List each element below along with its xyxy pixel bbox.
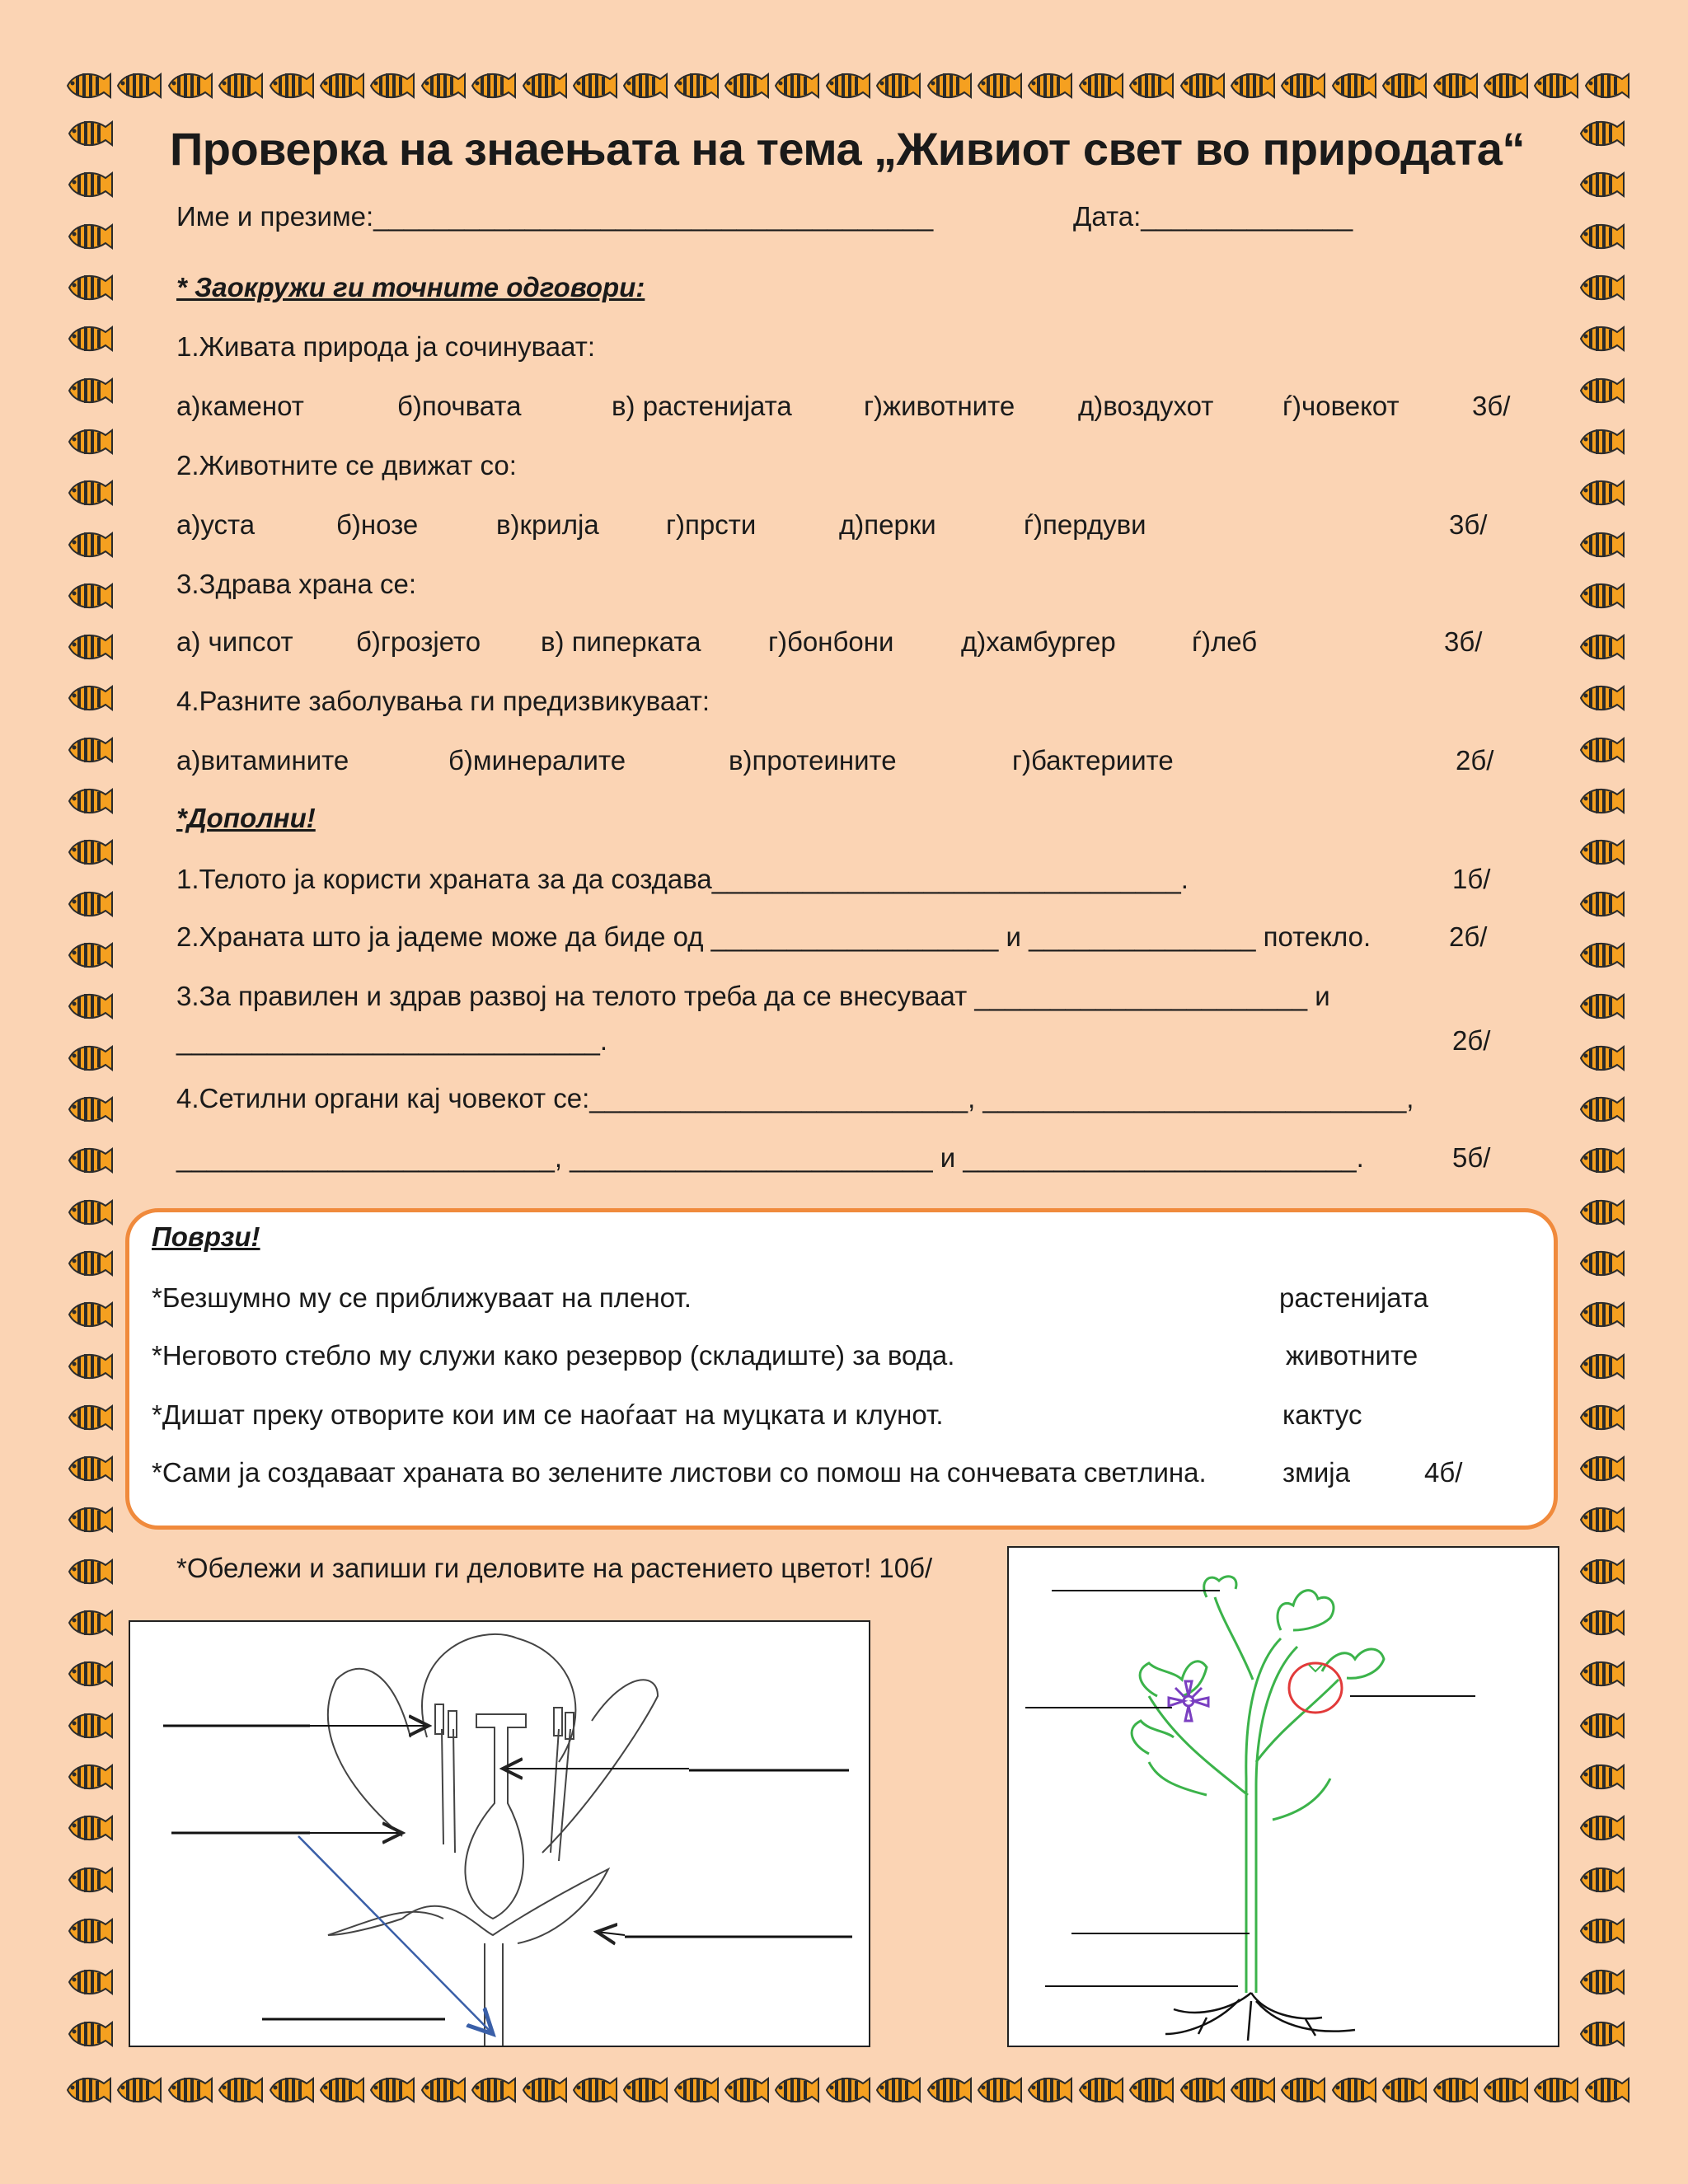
fish-icon — [66, 1605, 114, 1641]
option[interactable]: ѓ)леб — [1192, 626, 1258, 657]
match-item: *Сами ја создаваат храната во зелените листови со помош на сончевата светлина. — [152, 1457, 1207, 1488]
fish-icon — [1582, 68, 1630, 104]
fish-icon — [1025, 68, 1073, 104]
fish-icon — [115, 2072, 162, 2108]
left-fish-border — [66, 115, 117, 2052]
option[interactable]: б)нозе — [336, 509, 419, 540]
fish-icon — [1578, 269, 1625, 306]
fish-icon — [1578, 680, 1625, 716]
fish-icon — [823, 68, 871, 104]
top-fish-border — [64, 68, 1630, 114]
fish-icon — [1578, 1964, 1625, 2000]
fish-icon — [66, 578, 114, 614]
option[interactable]: г)бактериите — [1012, 745, 1174, 776]
fish-icon — [772, 68, 820, 104]
fish-icon — [66, 629, 114, 665]
fish-icon — [1025, 2072, 1073, 2108]
fill-1[interactable]: 1.Телото ја користи храната за да создава_______________________________. — [176, 864, 1189, 894]
fish-icon — [1578, 321, 1625, 357]
fish-icon — [1578, 1759, 1625, 1795]
fish-icon — [672, 2072, 720, 2108]
fish-icon — [216, 2072, 264, 2108]
fish-icon — [66, 1194, 114, 1230]
fish-icon — [1578, 1656, 1625, 1692]
fill-2[interactable]: 2.Храната што ја јадеме може да биде од ___________________ и _______________ потекло. — [176, 921, 1372, 952]
match-item: *Неговото стебло му служи како резервор (складиште) за вода. — [152, 1340, 955, 1371]
fish-icon — [1578, 1502, 1625, 1538]
section-circle-heading: * Заокружи ги точните одговори: — [176, 272, 645, 302]
fish-icon — [925, 2072, 973, 2108]
fish-icon — [66, 1964, 114, 2000]
question-1: 1.Живата природа ја сочинуваат: — [176, 331, 596, 362]
fish-icon — [66, 321, 114, 357]
match-answer[interactable]: змија — [1282, 1457, 1350, 1488]
option[interactable]: а) чипсот — [176, 626, 293, 657]
name-field[interactable]: Име и презиме:_____________________________________ — [176, 201, 934, 232]
fish-icon — [1578, 834, 1625, 870]
fish-icon — [570, 68, 618, 104]
fish-icon — [520, 68, 568, 104]
fish-icon — [975, 2072, 1023, 2108]
fish-icon — [1076, 2072, 1124, 2108]
option[interactable]: б)минералите — [448, 745, 626, 776]
fish-icon — [1578, 1451, 1625, 1487]
fish-icon — [66, 1399, 114, 1436]
fish-icon — [66, 1091, 114, 1127]
fish-icon — [66, 373, 114, 409]
fish-icon — [621, 2072, 668, 2108]
points: 2б/ — [1456, 745, 1494, 776]
flower-drawing — [130, 1622, 869, 2046]
fish-icon — [66, 218, 114, 255]
fish-icon — [1578, 527, 1625, 563]
flower-diagram — [129, 1620, 870, 2047]
fish-icon — [772, 2072, 820, 2108]
fish-icon — [317, 68, 365, 104]
fish-icon — [66, 1810, 114, 1846]
fill-3-line-1[interactable]: 3.За правилен и здрав развој на телото треба да се внесуваат ______________________ и — [176, 981, 1330, 1011]
fish-icon — [1178, 2072, 1226, 2108]
fish-icon — [1278, 68, 1326, 104]
fish-icon — [66, 424, 114, 460]
fill-3-line-2[interactable]: ____________________________. — [176, 1025, 608, 1056]
fish-icon — [1578, 988, 1625, 1024]
fish-icon — [469, 68, 517, 104]
fish-icon — [1228, 2072, 1276, 2108]
fish-icon — [1578, 1245, 1625, 1282]
points: 5б/ — [1452, 1142, 1491, 1173]
fish-icon — [66, 732, 114, 768]
fish-icon — [66, 1862, 114, 1898]
option[interactable]: в) растенијата — [612, 391, 792, 421]
option[interactable]: в)протеините — [729, 745, 897, 776]
fish-icon — [672, 68, 720, 104]
option[interactable]: г)животните — [864, 391, 1015, 421]
fish-icon — [874, 68, 921, 104]
points: 3б/ — [1472, 391, 1511, 421]
fish-icon — [975, 68, 1023, 104]
fish-icon — [66, 1296, 114, 1333]
fish-icon — [1578, 1399, 1625, 1436]
points: 1б/ — [1452, 864, 1491, 894]
fish-icon — [1578, 424, 1625, 460]
fish-icon — [1578, 166, 1625, 203]
fish-icon — [1578, 2016, 1625, 2052]
option[interactable]: ѓ)пердуви — [1024, 509, 1146, 540]
option[interactable]: а)витамините — [176, 745, 349, 776]
fish-icon — [1578, 1708, 1625, 1744]
fish-icon — [66, 988, 114, 1024]
fish-icon — [1578, 937, 1625, 973]
fish-icon — [1278, 2072, 1326, 2108]
fish-icon — [1380, 2072, 1428, 2108]
fish-icon — [1578, 1091, 1625, 1127]
page-title: Проверка на знаењата на тема „Живиот свет во природата“ — [170, 123, 1525, 175]
option[interactable]: д)хамбургер — [961, 626, 1116, 657]
section-match-heading: Поврзи! — [152, 1221, 260, 1252]
fish-icon — [216, 68, 264, 104]
fish-icon — [166, 68, 213, 104]
fish-icon — [1127, 2072, 1175, 2108]
fish-icon — [419, 2072, 467, 2108]
fish-icon — [925, 68, 973, 104]
fish-icon — [1178, 68, 1226, 104]
points: 3б/ — [1444, 626, 1483, 657]
fish-icon — [1578, 1142, 1625, 1179]
fish-icon — [1578, 1296, 1625, 1333]
match-item: *Дишат преку отворите кои им се наоѓаат на муцката и клунот. — [152, 1399, 944, 1430]
option[interactable]: а)уста — [176, 509, 256, 540]
fish-icon — [1531, 2072, 1579, 2108]
fish-icon — [1578, 1862, 1625, 1898]
match-answer[interactable]: кактус — [1282, 1399, 1362, 1430]
fish-icon — [267, 2072, 315, 2108]
fish-icon — [570, 2072, 618, 2108]
fish-icon — [1380, 68, 1428, 104]
fish-icon — [1578, 115, 1625, 152]
fill-4-line-2[interactable]: _________________________, ________________________ и __________________________. — [176, 1142, 1364, 1173]
section-fill-heading: *Дополни! — [176, 803, 316, 833]
plant-drawing — [1009, 1548, 1558, 2046]
fish-icon — [66, 475, 114, 511]
fish-icon — [469, 2072, 517, 2108]
fish-icon — [66, 1451, 114, 1487]
fish-icon — [1578, 218, 1625, 255]
fish-icon — [1578, 373, 1625, 409]
fish-icon — [1578, 629, 1625, 665]
points: 4б/ — [1424, 1457, 1463, 1488]
match-answer[interactable]: растенијата — [1279, 1282, 1429, 1313]
fish-icon — [1578, 1605, 1625, 1641]
fish-icon — [66, 680, 114, 716]
option[interactable]: б)грозјето — [356, 626, 481, 657]
fish-icon — [1578, 783, 1625, 819]
right-fish-border — [1578, 115, 1629, 2052]
fish-icon — [368, 2072, 415, 2108]
fish-icon — [64, 2072, 112, 2108]
fish-icon — [419, 68, 467, 104]
fish-icon — [1127, 68, 1175, 104]
option[interactable]: г)бонбони — [768, 626, 894, 657]
fish-icon — [520, 2072, 568, 2108]
fish-icon — [1578, 1913, 1625, 1949]
fish-icon — [1431, 68, 1479, 104]
bottom-fish-border — [64, 2072, 1630, 2118]
option[interactable]: а)каменот — [176, 391, 304, 421]
fish-icon — [1578, 1040, 1625, 1076]
option[interactable]: б)почвата — [397, 391, 522, 421]
fish-icon — [1228, 68, 1276, 104]
fish-icon — [166, 2072, 213, 2108]
fish-icon — [66, 1708, 114, 1744]
fish-icon — [267, 68, 315, 104]
fish-icon — [66, 937, 114, 973]
fish-icon — [1329, 2072, 1377, 2108]
fish-icon — [64, 68, 112, 104]
option[interactable]: ѓ)човекот — [1282, 391, 1400, 421]
fish-icon — [823, 2072, 871, 2108]
option[interactable]: д)перки — [839, 509, 936, 540]
fish-icon — [1578, 578, 1625, 614]
question-4: 4.Разните заболувања ги предизвикуваат: — [176, 686, 710, 716]
question-2: 2.Животните се движат со: — [176, 450, 517, 480]
fish-icon — [368, 68, 415, 104]
fish-icon — [66, 1759, 114, 1795]
fish-icon — [66, 783, 114, 819]
fish-icon — [115, 68, 162, 104]
fish-icon — [1578, 1194, 1625, 1230]
fish-icon — [1531, 68, 1579, 104]
fish-icon — [66, 834, 114, 870]
fish-icon — [1481, 68, 1529, 104]
fish-icon — [66, 2016, 114, 2052]
fish-icon — [66, 527, 114, 563]
fish-icon — [1582, 2072, 1630, 2108]
fish-icon — [66, 886, 114, 922]
fish-icon — [1578, 886, 1625, 922]
fill-4-line-1[interactable]: 4.Сетилни органи кај човекот се:_________________________, ____________________________, — [176, 1083, 1414, 1113]
option[interactable]: в)крилја — [496, 509, 599, 540]
match-answer[interactable]: животните — [1286, 1340, 1418, 1371]
fish-icon — [66, 1656, 114, 1692]
label-instruction: *Обележи и запиши ги деловите на растението цветот! 10б/ — [176, 1553, 933, 1583]
fish-icon — [722, 2072, 770, 2108]
fish-icon — [66, 166, 114, 203]
fish-icon — [621, 68, 668, 104]
fish-icon — [1578, 1810, 1625, 1846]
match-item: *Безшумно му се приближуваат на пленот. — [152, 1282, 692, 1313]
option[interactable]: г)прсти — [666, 509, 757, 540]
fish-icon — [66, 1040, 114, 1076]
fish-icon — [66, 115, 114, 152]
fish-icon — [66, 1502, 114, 1538]
fish-icon — [1329, 68, 1377, 104]
fish-icon — [66, 1348, 114, 1385]
fish-icon — [1431, 2072, 1479, 2108]
fish-icon — [317, 2072, 365, 2108]
points: 2б/ — [1452, 1025, 1491, 1056]
fish-icon — [66, 1142, 114, 1179]
fish-icon — [874, 2072, 921, 2108]
fish-icon — [1578, 1348, 1625, 1385]
fish-icon — [1578, 732, 1625, 768]
option[interactable]: д)воздухот — [1078, 391, 1214, 421]
fish-icon — [66, 1245, 114, 1282]
fish-icon — [66, 1913, 114, 1949]
points: 2б/ — [1449, 921, 1488, 952]
fish-icon — [1578, 475, 1625, 511]
fish-icon — [1578, 1554, 1625, 1590]
fish-icon — [66, 269, 114, 306]
fish-icon — [66, 1554, 114, 1590]
date-field[interactable]: Дата:______________ — [1073, 201, 1353, 232]
question-3: 3.Здрава храна се: — [176, 569, 417, 599]
option[interactable]: в) пиперката — [541, 626, 701, 657]
fish-icon — [1076, 68, 1124, 104]
points: 3б/ — [1449, 509, 1488, 540]
fish-icon — [722, 68, 770, 104]
plant-diagram — [1007, 1546, 1559, 2047]
fish-icon — [1481, 2072, 1529, 2108]
